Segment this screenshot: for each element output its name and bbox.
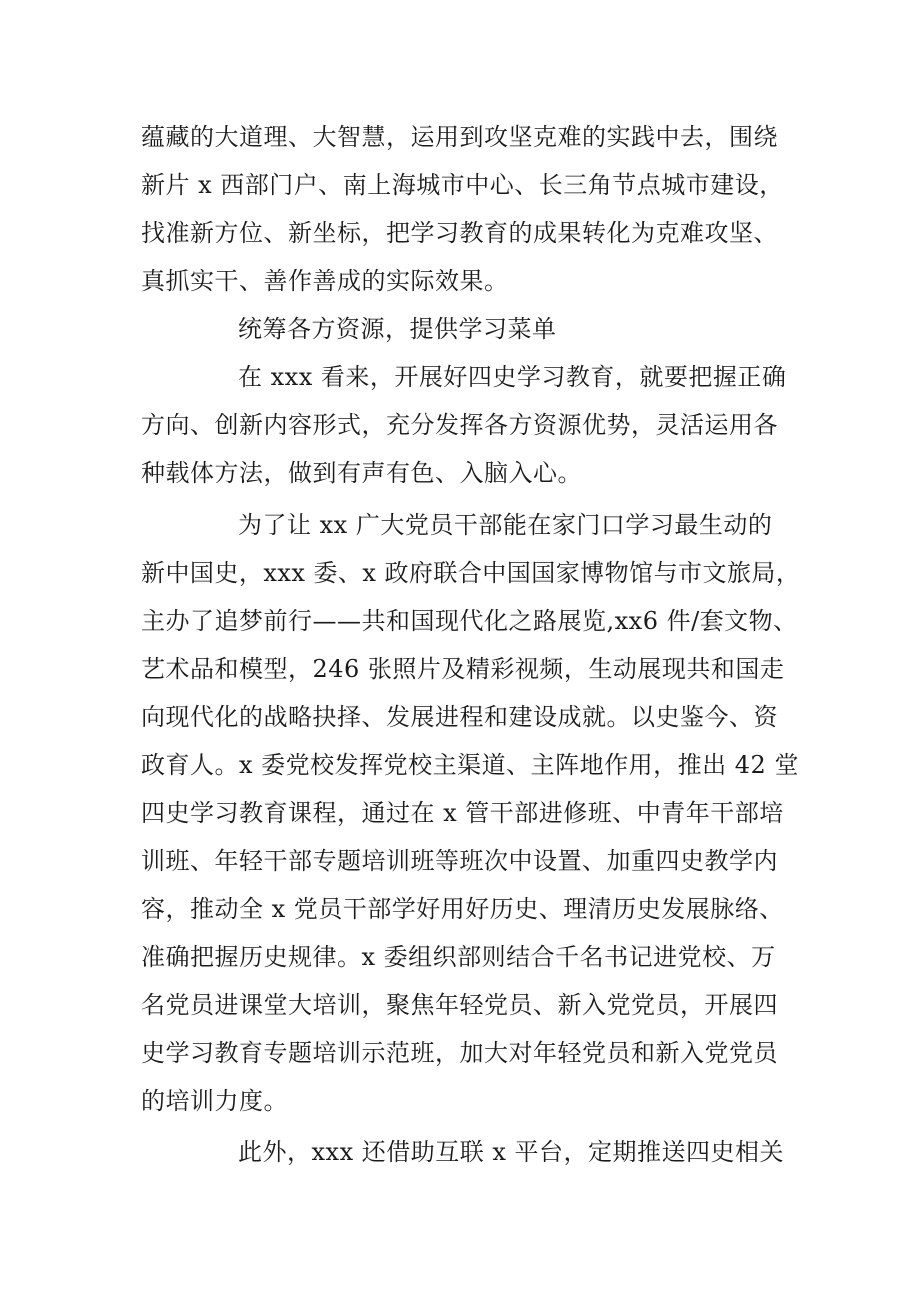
body-text-line: 的培训力度。	[141, 1087, 288, 1115]
body-text-line: 真抓实干、善作善成的实际效果。	[141, 267, 509, 295]
section-heading: 统筹各方资源，提供学习菜单	[238, 315, 557, 343]
body-text-line: 四史学习教育课程，通过在 x 管干部进修班、中青年干部培	[141, 799, 784, 827]
paragraph-first-line: 此外，xxx 还借助互联 x 平台，定期推送四史相关	[238, 1138, 785, 1166]
body-text-line: 容，推动全 x 党员干部学好用好历史、理清历史发展脉络、	[141, 895, 784, 923]
body-text-line: 方向、创新内容形式，充分发挥各方资源优势，灵活运用各	[141, 411, 778, 439]
body-text-line: 蕴藏的大道理、大智慧，运用到攻坚克难的实践中去，围绕	[141, 123, 778, 151]
body-text-line: 向现代化的战略抉择、发展进程和建设成就。以史鉴今、资	[141, 703, 778, 731]
body-text-line: 主办了追梦前行——共和国现代化之路展览,xx6 件/套文物、	[141, 607, 798, 635]
paragraph-first-line: 在 xxx 看来，开展好四史学习教育，就要把握正确	[238, 363, 787, 391]
body-text-line: 准确把握历史规律。x 委组织部则结合千名书记进党校、万	[141, 943, 776, 971]
body-text-line: 艺术品和模型，246 张照片及精彩视频，生动展现共和国走	[141, 655, 785, 683]
body-text-line: 新中国史，xxx 委、x 政府联合中国国家博物馆与市文旅局，	[141, 559, 801, 587]
body-text-line: 史学习教育专题培训示范班，加大对年轻党员和新入党党员	[141, 1039, 778, 1067]
body-text-line: 新片 x 西部门户、南上海城市中心、长三角节点城市建设，	[141, 171, 784, 199]
body-text-line: 种载体方法，做到有声有色、入脑入心。	[141, 459, 582, 487]
paragraph-first-line: 为了让 xx 广大党员干部能在家门口学习最生动的	[238, 511, 773, 539]
body-text-line: 政育人。x 委党校发挥党校主渠道、主阵地作用，推出 42 堂	[141, 751, 799, 779]
body-text-line: 找准新方位、新坐标，把学习教育的成果转化为克难攻坚、	[141, 219, 778, 247]
body-text-line: 训班、年轻干部专题培训班等班次中设置、加重四史教学内	[141, 847, 778, 875]
body-text-line: 名党员进课堂大培训，聚焦年轻党员、新入党党员，开展四	[141, 991, 778, 1019]
